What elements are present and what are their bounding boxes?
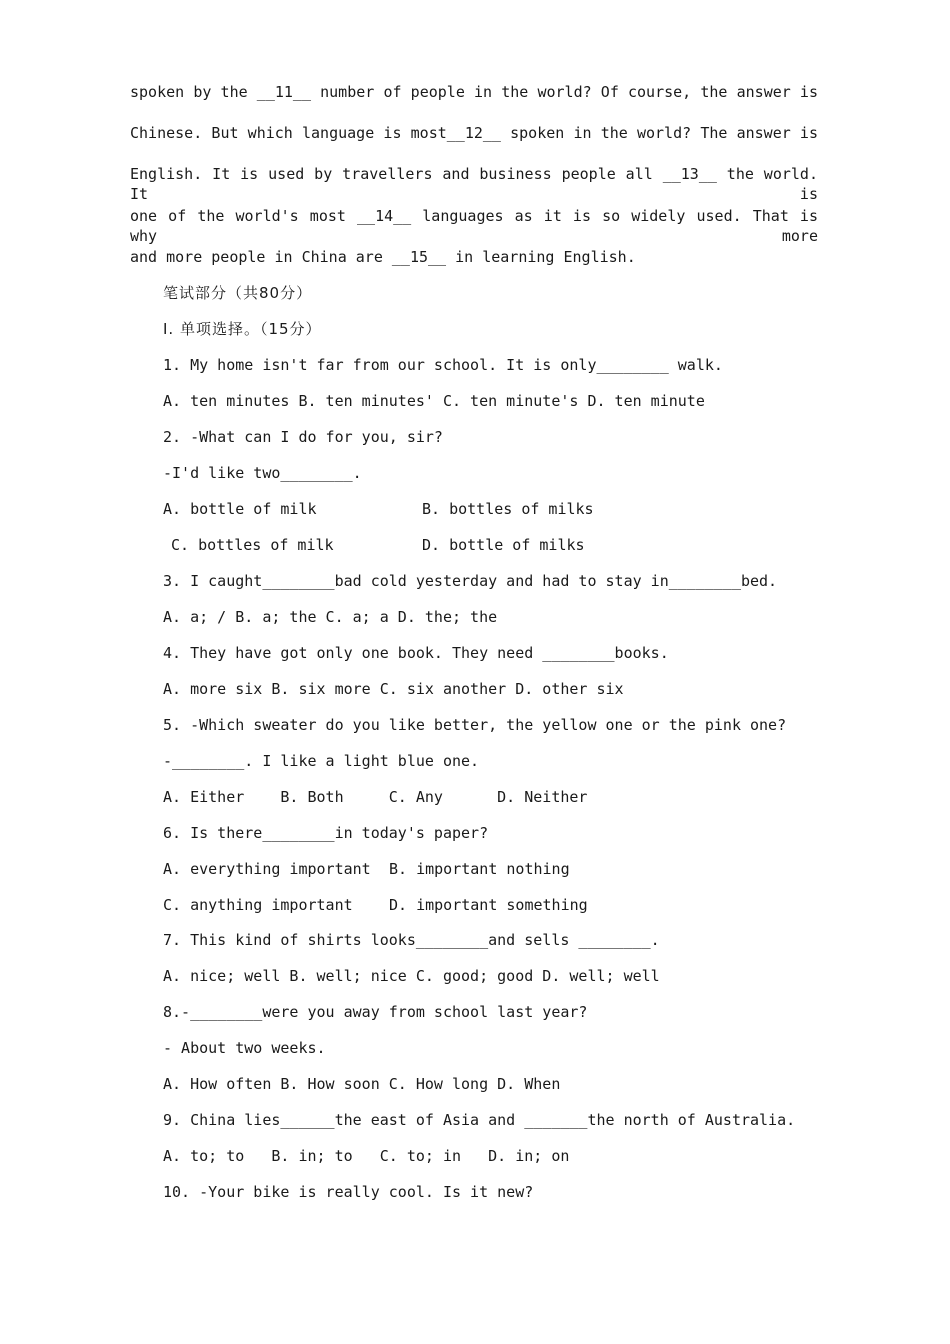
question-4-options: A. more six B. six more C. six another D. other six [163, 680, 624, 698]
question-6-option-d: D. important something [389, 896, 588, 914]
question-6-option-a: A. everything important [163, 860, 371, 878]
question-7-stem: 7. This kind of shirts looks________and sells ________. [163, 931, 660, 949]
question-8-reply: - About two weeks. [163, 1039, 326, 1057]
question-2-option-a: A. bottle of milk [163, 500, 317, 518]
passage-line-1: spoken by the __11__ number of people in the world? Of course, the answer is [130, 83, 818, 101]
question-6-option-b: B. important nothing [389, 860, 570, 878]
question-3-stem: 3. I caught________bad cold yesterday and had to stay in________bed. [163, 572, 778, 590]
question-1-stem: 1. My home isn't far from our school. It is only________ walk. [163, 356, 723, 374]
question-6-stem: 6. Is there________in today's paper? [163, 824, 489, 842]
section-title: 笔试部分（共80分） [163, 284, 313, 302]
question-3-options: A. a; / B. a; the C. a; a D. the; the [163, 608, 498, 626]
passage-line-3: English. It is used by travellers and business people all __13__ the world. It is [130, 165, 818, 203]
question-2-option-c: C. bottles of milk [171, 536, 334, 554]
part-title: I. 单项选择。（15分） [163, 320, 322, 338]
question-5-reply: -________. I like a light blue one. [163, 752, 480, 770]
question-2-reply: -I'd like two________. [163, 464, 362, 482]
passage-line-5: and more people in China are __15__ in learning English. [130, 248, 636, 266]
question-4-stem: 4. They have got only one book. They need ________books. [163, 644, 669, 662]
question-5-stem: 5. -Which sweater do you like better, the yellow one or the pink one? [163, 716, 787, 734]
question-2-option-d: D. bottle of milks [422, 536, 585, 554]
question-2-stem: 2. -What can I do for you, sir? [163, 428, 443, 446]
question-7-options: A. nice; well B. well; nice C. good; good D. well; well [163, 967, 660, 985]
question-2-option-b: B. bottles of milks [422, 500, 594, 518]
question-8-options: A. How often B. How soon C. How long D. When [163, 1075, 561, 1093]
passage-line-4: one of the world's most __14__ languages as it is so widely used. That is why more [130, 207, 818, 245]
question-10-stem: 10. -Your bike is really cool. Is it new? [163, 1183, 534, 1201]
question-1-options: A. ten minutes B. ten minutes' C. ten minute's D. ten minute [163, 392, 705, 410]
question-9-options: A. to; to B. in; to C. to; in D. in; on [163, 1147, 570, 1165]
question-8-stem: 8.-________were you away from school last year? [163, 1003, 588, 1021]
question-6-option-c: C. anything important [163, 896, 353, 914]
question-5-options: A. Either B. Both C. Any D. Neither [163, 788, 588, 806]
passage-line-2: Chinese. But which language is most__12__ spoken in the world? The answer is [130, 124, 818, 142]
question-9-stem: 9. China lies______the east of Asia and _______the north of Australia. [163, 1111, 796, 1129]
